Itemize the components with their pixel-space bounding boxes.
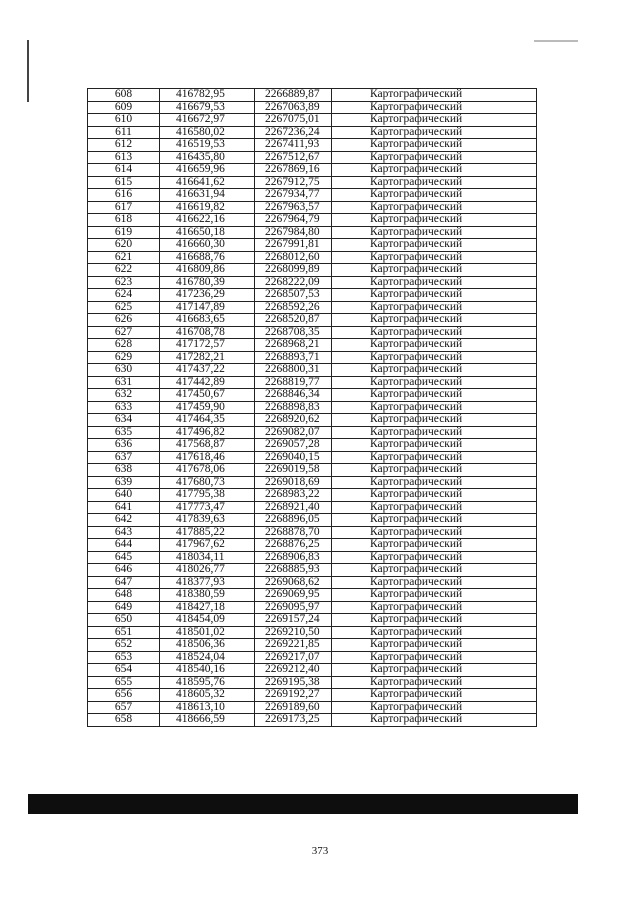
table-row xyxy=(88,489,537,502)
point-number-cell: 642 xyxy=(88,514,160,527)
table-row xyxy=(88,389,537,402)
point-number-cell: 658 xyxy=(88,714,160,727)
x-coordinate-cell: 416435,80 xyxy=(160,151,255,164)
point-number-cell: 624 xyxy=(88,289,160,302)
x-coordinate-cell: 417568,87 xyxy=(160,439,255,452)
table-row xyxy=(88,676,537,689)
x-coordinate-cell: 417147,89 xyxy=(160,301,255,314)
table-row xyxy=(88,589,537,602)
table-row xyxy=(88,126,537,139)
x-coordinate-cell: 416650,18 xyxy=(160,226,255,239)
x-coordinate-cell: 418034,11 xyxy=(160,551,255,564)
x-coordinate-cell: 416631,94 xyxy=(160,189,255,202)
x-coordinate-cell: 417496,82 xyxy=(160,426,255,439)
point-number-cell: 644 xyxy=(88,539,160,552)
point-number-cell: 634 xyxy=(88,414,160,427)
y-coordinate-cell: 2267934,77 xyxy=(255,189,332,202)
table-row xyxy=(88,439,537,452)
y-coordinate-cell: 2269068,62 xyxy=(255,576,332,589)
method-cell: Картографический xyxy=(332,326,537,339)
x-coordinate-cell: 418026,77 xyxy=(160,564,255,577)
table-row xyxy=(88,414,537,427)
method-cell: Картографический xyxy=(332,589,537,602)
table-row xyxy=(88,89,537,102)
x-coordinate-cell: 417795,38 xyxy=(160,489,255,502)
point-number-cell: 626 xyxy=(88,314,160,327)
point-number-cell: 615 xyxy=(88,176,160,189)
point-number-cell: 656 xyxy=(88,689,160,702)
y-coordinate-cell: 2268968,21 xyxy=(255,339,332,352)
y-coordinate-cell: 2269212,40 xyxy=(255,664,332,677)
x-coordinate-cell: 418613,10 xyxy=(160,701,255,714)
x-coordinate-cell: 418605,32 xyxy=(160,689,255,702)
x-coordinate-cell: 416519,53 xyxy=(160,139,255,152)
point-number-cell: 609 xyxy=(88,101,160,114)
point-number-cell: 617 xyxy=(88,201,160,214)
point-number-cell: 639 xyxy=(88,476,160,489)
scan-dark-band xyxy=(28,794,578,814)
method-cell: Картографический xyxy=(332,489,537,502)
x-coordinate-cell: 418595,76 xyxy=(160,676,255,689)
table-row xyxy=(88,214,537,227)
y-coordinate-cell: 2268099,89 xyxy=(255,264,332,277)
table-row xyxy=(88,451,537,464)
table-row xyxy=(88,251,537,264)
table-row xyxy=(88,289,537,302)
y-coordinate-cell: 2268893,71 xyxy=(255,351,332,364)
y-coordinate-cell: 2269018,69 xyxy=(255,476,332,489)
y-coordinate-cell: 2268920,62 xyxy=(255,414,332,427)
x-coordinate-cell: 417678,06 xyxy=(160,464,255,477)
table-row xyxy=(88,626,537,639)
point-number-cell: 640 xyxy=(88,489,160,502)
table-row xyxy=(88,401,537,414)
method-cell: Картографический xyxy=(332,89,537,102)
table-row xyxy=(88,189,537,202)
method-cell: Картографический xyxy=(332,539,537,552)
point-number-cell: 628 xyxy=(88,339,160,352)
y-coordinate-cell: 2267075,01 xyxy=(255,114,332,127)
method-cell: Картографический xyxy=(332,339,537,352)
y-coordinate-cell: 2267984,80 xyxy=(255,226,332,239)
point-number-cell: 652 xyxy=(88,639,160,652)
table-row xyxy=(88,276,537,289)
method-cell: Картографический xyxy=(332,214,537,227)
method-cell: Картографический xyxy=(332,451,537,464)
y-coordinate-cell: 2269221,85 xyxy=(255,639,332,652)
scan-corner-mark xyxy=(534,40,578,42)
table-row xyxy=(88,151,537,164)
table-row xyxy=(88,651,537,664)
method-cell: Картографический xyxy=(332,701,537,714)
point-number-cell: 637 xyxy=(88,451,160,464)
method-cell: Картографический xyxy=(332,114,537,127)
x-coordinate-cell: 416782,95 xyxy=(160,89,255,102)
point-number-cell: 654 xyxy=(88,664,160,677)
y-coordinate-cell: 2268906,83 xyxy=(255,551,332,564)
point-number-cell: 610 xyxy=(88,114,160,127)
x-coordinate-cell: 416679,53 xyxy=(160,101,255,114)
point-number-cell: 650 xyxy=(88,614,160,627)
y-coordinate-cell: 2269189,60 xyxy=(255,701,332,714)
x-coordinate-cell: 418454,09 xyxy=(160,614,255,627)
x-coordinate-cell: 417680,73 xyxy=(160,476,255,489)
table-row xyxy=(88,101,537,114)
y-coordinate-cell: 2268507,53 xyxy=(255,289,332,302)
method-cell: Картографический xyxy=(332,651,537,664)
y-coordinate-cell: 2267512,67 xyxy=(255,151,332,164)
y-coordinate-cell: 2269195,38 xyxy=(255,676,332,689)
table-row xyxy=(88,239,537,252)
x-coordinate-cell: 416683,65 xyxy=(160,314,255,327)
y-coordinate-cell: 2269057,28 xyxy=(255,439,332,452)
table-row xyxy=(88,476,537,489)
point-number-cell: 612 xyxy=(88,139,160,152)
table-row xyxy=(88,201,537,214)
method-cell: Картографический xyxy=(332,126,537,139)
table-row xyxy=(88,351,537,364)
coordinates-table xyxy=(87,88,537,727)
y-coordinate-cell: 2269210,50 xyxy=(255,626,332,639)
point-number-cell: 635 xyxy=(88,426,160,439)
point-number-cell: 633 xyxy=(88,401,160,414)
point-number-cell: 638 xyxy=(88,464,160,477)
method-cell: Картографический xyxy=(332,714,537,727)
point-number-cell: 620 xyxy=(88,239,160,252)
point-number-cell: 649 xyxy=(88,601,160,614)
method-cell: Картографический xyxy=(332,139,537,152)
y-coordinate-cell: 2266889,87 xyxy=(255,89,332,102)
method-cell: Картографический xyxy=(332,626,537,639)
point-number-cell: 657 xyxy=(88,701,160,714)
method-cell: Картографический xyxy=(332,289,537,302)
x-coordinate-cell: 417885,22 xyxy=(160,526,255,539)
table-row xyxy=(88,526,537,539)
y-coordinate-cell: 2269173,25 xyxy=(255,714,332,727)
point-number-cell: 655 xyxy=(88,676,160,689)
x-coordinate-cell: 417459,90 xyxy=(160,401,255,414)
page-number: 373 xyxy=(311,845,329,857)
method-cell: Картографический xyxy=(332,401,537,414)
method-cell: Картографический xyxy=(332,426,537,439)
table-row xyxy=(88,364,537,377)
point-number-cell: 625 xyxy=(88,301,160,314)
x-coordinate-cell: 418377,93 xyxy=(160,576,255,589)
point-number-cell: 636 xyxy=(88,439,160,452)
method-cell: Картографический xyxy=(332,276,537,289)
method-cell: Картографический xyxy=(332,601,537,614)
table-row xyxy=(88,564,537,577)
x-coordinate-cell: 416809,86 xyxy=(160,264,255,277)
y-coordinate-cell: 2269192,27 xyxy=(255,689,332,702)
method-cell: Картографический xyxy=(332,639,537,652)
table-row xyxy=(88,664,537,677)
x-coordinate-cell: 417967,62 xyxy=(160,539,255,552)
point-number-cell: 631 xyxy=(88,376,160,389)
table-row xyxy=(88,176,537,189)
point-number-cell: 651 xyxy=(88,626,160,639)
table-row xyxy=(88,601,537,614)
point-number-cell: 611 xyxy=(88,126,160,139)
method-cell: Картографический xyxy=(332,439,537,452)
x-coordinate-cell: 416660,30 xyxy=(160,239,255,252)
point-number-cell: 608 xyxy=(88,89,160,102)
point-number-cell: 622 xyxy=(88,264,160,277)
x-coordinate-cell: 416641,62 xyxy=(160,176,255,189)
point-number-cell: 630 xyxy=(88,364,160,377)
method-cell: Картографический xyxy=(332,551,537,564)
table-row xyxy=(88,164,537,177)
method-cell: Картографический xyxy=(332,389,537,402)
table-row xyxy=(88,464,537,477)
x-coordinate-cell: 416622,16 xyxy=(160,214,255,227)
point-number-cell: 613 xyxy=(88,151,160,164)
method-cell: Картографический xyxy=(332,514,537,527)
table-row xyxy=(88,264,537,277)
x-coordinate-cell: 416672,97 xyxy=(160,114,255,127)
method-cell: Картографический xyxy=(332,564,537,577)
point-number-cell: 618 xyxy=(88,214,160,227)
y-coordinate-cell: 2268592,26 xyxy=(255,301,332,314)
y-coordinate-cell: 2269217,07 xyxy=(255,651,332,664)
method-cell: Картографический xyxy=(332,364,537,377)
y-coordinate-cell: 2267964,79 xyxy=(255,214,332,227)
x-coordinate-cell: 416619,82 xyxy=(160,201,255,214)
y-coordinate-cell: 2269082,07 xyxy=(255,426,332,439)
x-coordinate-cell: 416708,78 xyxy=(160,326,255,339)
x-coordinate-cell: 418501,02 xyxy=(160,626,255,639)
table-row xyxy=(88,314,537,327)
y-coordinate-cell: 2267963,57 xyxy=(255,201,332,214)
table-row xyxy=(88,139,537,152)
method-cell: Картографический xyxy=(332,301,537,314)
method-cell: Картографический xyxy=(332,376,537,389)
method-cell: Картографический xyxy=(332,201,537,214)
table-row xyxy=(88,539,537,552)
y-coordinate-cell: 2268800,31 xyxy=(255,364,332,377)
table-row xyxy=(88,501,537,514)
method-cell: Картографический xyxy=(332,526,537,539)
table-row xyxy=(88,326,537,339)
y-coordinate-cell: 2269069,95 xyxy=(255,589,332,602)
y-coordinate-cell: 2267991,81 xyxy=(255,239,332,252)
point-number-cell: 643 xyxy=(88,526,160,539)
x-coordinate-cell: 417839,63 xyxy=(160,514,255,527)
table-row xyxy=(88,551,537,564)
method-cell: Картографический xyxy=(332,414,537,427)
table-row xyxy=(88,426,537,439)
method-cell: Картографический xyxy=(332,676,537,689)
method-cell: Картографический xyxy=(332,101,537,114)
y-coordinate-cell: 2268885,93 xyxy=(255,564,332,577)
table-row xyxy=(88,339,537,352)
method-cell: Картографический xyxy=(332,664,537,677)
y-coordinate-cell: 2267912,75 xyxy=(255,176,332,189)
method-cell: Картографический xyxy=(332,176,537,189)
point-number-cell: 627 xyxy=(88,326,160,339)
x-coordinate-cell: 417464,35 xyxy=(160,414,255,427)
point-number-cell: 621 xyxy=(88,251,160,264)
method-cell: Картографический xyxy=(332,501,537,514)
point-number-cell: 645 xyxy=(88,551,160,564)
point-number-cell: 619 xyxy=(88,226,160,239)
method-cell: Картографический xyxy=(332,239,537,252)
table-row xyxy=(88,689,537,702)
y-coordinate-cell: 2268846,34 xyxy=(255,389,332,402)
x-coordinate-cell: 417618,46 xyxy=(160,451,255,464)
y-coordinate-cell: 2268921,40 xyxy=(255,501,332,514)
method-cell: Картографический xyxy=(332,251,537,264)
x-coordinate-cell: 416688,76 xyxy=(160,251,255,264)
y-coordinate-cell: 2267869,16 xyxy=(255,164,332,177)
y-coordinate-cell: 2268896,05 xyxy=(255,514,332,527)
x-coordinate-cell: 417437,22 xyxy=(160,364,255,377)
y-coordinate-cell: 2269019,58 xyxy=(255,464,332,477)
method-cell: Картографический xyxy=(332,351,537,364)
x-coordinate-cell: 417236,29 xyxy=(160,289,255,302)
method-cell: Картографический xyxy=(332,264,537,277)
y-coordinate-cell: 2268819,77 xyxy=(255,376,332,389)
table-row xyxy=(88,514,537,527)
y-coordinate-cell: 2268983,22 xyxy=(255,489,332,502)
y-coordinate-cell: 2269095,97 xyxy=(255,601,332,614)
y-coordinate-cell: 2269040,15 xyxy=(255,451,332,464)
y-coordinate-cell: 2269157,24 xyxy=(255,614,332,627)
point-number-cell: 646 xyxy=(88,564,160,577)
point-number-cell: 623 xyxy=(88,276,160,289)
y-coordinate-cell: 2267411,93 xyxy=(255,139,332,152)
x-coordinate-cell: 417450,67 xyxy=(160,389,255,402)
table-row xyxy=(88,226,537,239)
y-coordinate-cell: 2268520,87 xyxy=(255,314,332,327)
point-number-cell: 653 xyxy=(88,651,160,664)
point-number-cell: 614 xyxy=(88,164,160,177)
point-number-cell: 641 xyxy=(88,501,160,514)
y-coordinate-cell: 2268222,09 xyxy=(255,276,332,289)
method-cell: Картографический xyxy=(332,226,537,239)
point-number-cell: 616 xyxy=(88,189,160,202)
x-coordinate-cell: 417172,57 xyxy=(160,339,255,352)
point-number-cell: 632 xyxy=(88,389,160,402)
x-coordinate-cell: 417442,89 xyxy=(160,376,255,389)
x-coordinate-cell: 418524,04 xyxy=(160,651,255,664)
method-cell: Картографический xyxy=(332,576,537,589)
method-cell: Картографический xyxy=(332,476,537,489)
method-cell: Картографический xyxy=(332,614,537,627)
x-coordinate-cell: 416580,02 xyxy=(160,126,255,139)
x-coordinate-cell: 417282,21 xyxy=(160,351,255,364)
y-coordinate-cell: 2268878,70 xyxy=(255,526,332,539)
x-coordinate-cell: 418540,16 xyxy=(160,664,255,677)
table-row xyxy=(88,301,537,314)
point-number-cell: 647 xyxy=(88,576,160,589)
table-row xyxy=(88,376,537,389)
scan-edge-mark xyxy=(27,40,29,102)
method-cell: Картографический xyxy=(332,314,537,327)
method-cell: Картографический xyxy=(332,151,537,164)
x-coordinate-cell: 416780,39 xyxy=(160,276,255,289)
x-coordinate-cell: 417773,47 xyxy=(160,501,255,514)
method-cell: Картографический xyxy=(332,189,537,202)
y-coordinate-cell: 2268898,83 xyxy=(255,401,332,414)
table-row xyxy=(88,714,537,727)
point-number-cell: 629 xyxy=(88,351,160,364)
y-coordinate-cell: 2268876,25 xyxy=(255,539,332,552)
x-coordinate-cell: 418666,59 xyxy=(160,714,255,727)
coordinates-table-body xyxy=(88,89,537,727)
table-row xyxy=(88,701,537,714)
x-coordinate-cell: 418427,18 xyxy=(160,601,255,614)
y-coordinate-cell: 2267236,24 xyxy=(255,126,332,139)
x-coordinate-cell: 416659,96 xyxy=(160,164,255,177)
method-cell: Картографический xyxy=(332,164,537,177)
x-coordinate-cell: 418380,59 xyxy=(160,589,255,602)
y-coordinate-cell: 2267063,89 xyxy=(255,101,332,114)
table-row xyxy=(88,114,537,127)
table-row xyxy=(88,576,537,589)
y-coordinate-cell: 2268012,60 xyxy=(255,251,332,264)
table-row xyxy=(88,614,537,627)
point-number-cell: 648 xyxy=(88,589,160,602)
method-cell: Картографический xyxy=(332,464,537,477)
table-row xyxy=(88,639,537,652)
y-coordinate-cell: 2268708,35 xyxy=(255,326,332,339)
method-cell: Картографический xyxy=(332,689,537,702)
x-coordinate-cell: 418506,36 xyxy=(160,639,255,652)
